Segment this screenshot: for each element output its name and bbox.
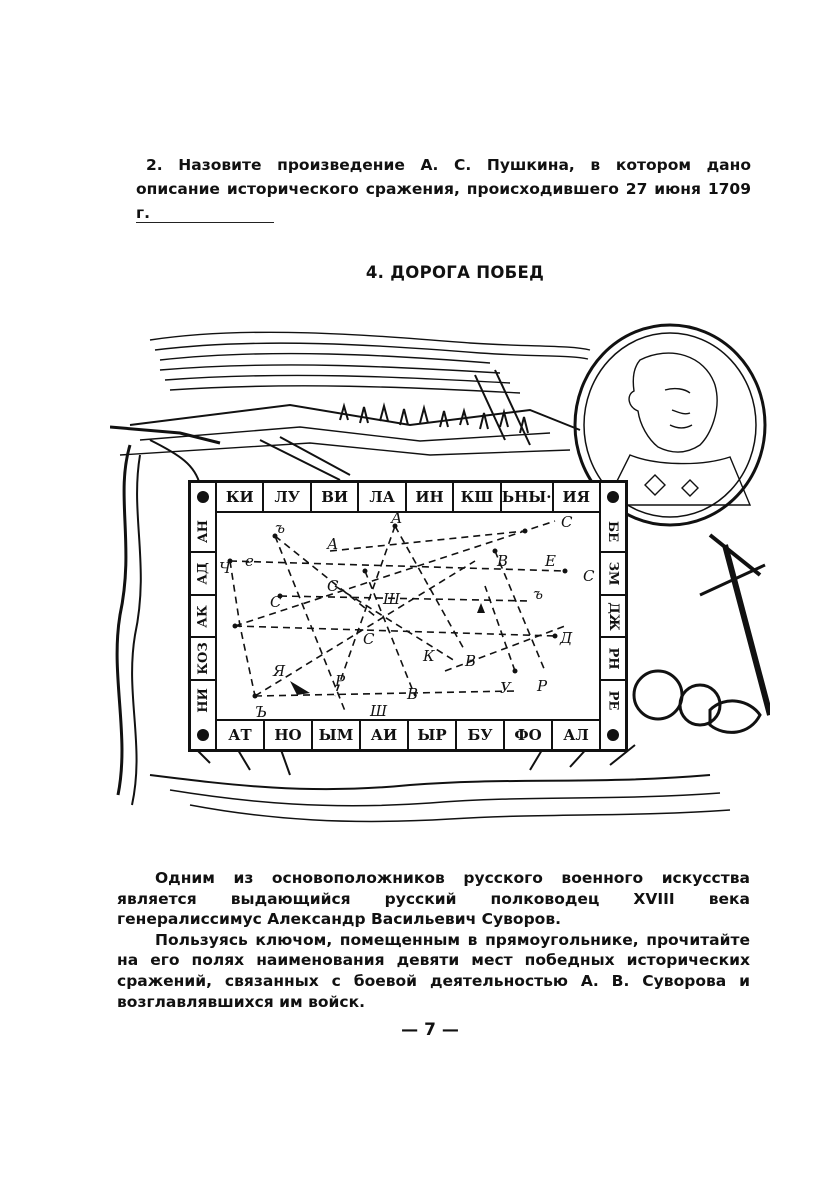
- syllable-text: РЕ: [605, 690, 621, 711]
- corner-dot: [601, 483, 625, 511]
- syllable-cell: [601, 679, 625, 721]
- question-2: 2. Назовите произведение А. С. Пушкина, в котором дано описание исторического сражения, происходившего 27 июня 1709 г.: [136, 156, 751, 222]
- key-letter: С: [327, 577, 339, 595]
- corner-dot: [191, 483, 215, 511]
- key-letter: Е: [545, 552, 556, 570]
- syllable-text: ЗМ: [605, 561, 621, 586]
- paragraph-2: Пользуясь ключом, помещенным в прямоугольнике, прочитайте на его полях наименования девяти мест победных исторических сражений, связанных с боевой деятельностью А. В. Суворова и возглавлявшихся им войск.: [117, 930, 750, 1011]
- key-letter: У: [500, 679, 511, 697]
- dashed-paths: [215, 511, 601, 721]
- syllable-cell: ЫР: [407, 721, 455, 749]
- key-letter: В: [465, 652, 477, 670]
- suvorov-illustration: [110, 315, 770, 835]
- board-left-column: [191, 511, 217, 721]
- key-letter: Ш: [383, 590, 401, 608]
- key-letter: С: [561, 513, 573, 531]
- key-letter: С: [363, 630, 375, 648]
- syllable-cell: [601, 551, 625, 593]
- key-letter: К: [423, 647, 435, 665]
- syllable-text: БЕ: [605, 520, 621, 542]
- syllable-cell: АЛ: [551, 721, 601, 749]
- syllable-cell: ВИ: [310, 483, 357, 511]
- key-letter: Ш: [370, 702, 388, 720]
- key-letter: Д: [560, 629, 573, 647]
- paragraph-1: Одним из основоположников русского военного искусства является выдающийся русский полководец XVIII века генералиссимус Александр Васильевич Суворов.: [117, 869, 750, 929]
- key-letter: Р: [537, 677, 548, 695]
- body-text: [117, 868, 750, 1012]
- key-letter: ъ: [533, 585, 543, 603]
- key-letter: А: [391, 511, 403, 527]
- section-title: 4. ДОРОГА ПОБЕД: [365, 263, 545, 282]
- syllable-cell: КИ: [215, 483, 262, 511]
- syllable-cell: [601, 594, 625, 636]
- syllable-cell: [191, 551, 215, 593]
- corner-dot: [601, 721, 625, 749]
- corner-dot: [191, 721, 215, 749]
- key-letter: Ч: [219, 559, 231, 577]
- key-letter: С: [583, 567, 595, 585]
- key-letter: С: [270, 593, 282, 611]
- syllable-cell: [191, 679, 215, 721]
- syllable-text: РН: [605, 647, 621, 670]
- syllable-cell: [601, 636, 625, 678]
- key-letter: ъ: [275, 519, 285, 537]
- syllable-text: НИ: [195, 688, 211, 714]
- syllable-cell: ФО: [503, 721, 551, 749]
- syllable-cell: [191, 594, 215, 636]
- syllable-text: КОЗ: [195, 642, 211, 675]
- key-board: [188, 480, 628, 752]
- key-letter: В: [407, 685, 419, 703]
- board-bottom-row: [215, 719, 601, 749]
- key-letter: Ъ: [255, 703, 267, 721]
- syllable-text: АК: [195, 604, 211, 628]
- syllable-cell: ЫМ: [311, 721, 359, 749]
- syllable-cell: ИЯ: [552, 483, 601, 511]
- page-number: — 7 —: [401, 1020, 459, 1040]
- syllable-cell: ЛУ: [262, 483, 309, 511]
- syllable-cell: АИ: [359, 721, 407, 749]
- syllable-cell: [191, 511, 215, 551]
- key-letter: Р: [335, 672, 346, 690]
- key-letter: В: [497, 552, 509, 570]
- answer-line: [136, 222, 274, 223]
- key-letter: е: [245, 552, 254, 570]
- key-letter: Я: [273, 662, 286, 680]
- syllable-cell: ЬНЫ·: [500, 483, 552, 511]
- syllable-text: АН: [195, 519, 211, 543]
- syllable-text: АД: [195, 562, 211, 585]
- syllable-cell: КШ: [452, 483, 499, 511]
- syllable-cell: ЛА: [357, 483, 404, 511]
- syllable-cell: БУ: [455, 721, 503, 749]
- syllable-cell: [601, 511, 625, 551]
- board-top-row: [215, 483, 601, 513]
- syllable-cell: [191, 636, 215, 678]
- key-letter: А: [327, 535, 339, 553]
- syllable-cell: НО: [263, 721, 311, 749]
- syllable-cell: АТ: [215, 721, 263, 749]
- key-field: [215, 511, 601, 721]
- syllable-text: ДЖ: [605, 601, 621, 631]
- syllable-cell: ИН: [405, 483, 452, 511]
- board-right-column: [599, 511, 625, 721]
